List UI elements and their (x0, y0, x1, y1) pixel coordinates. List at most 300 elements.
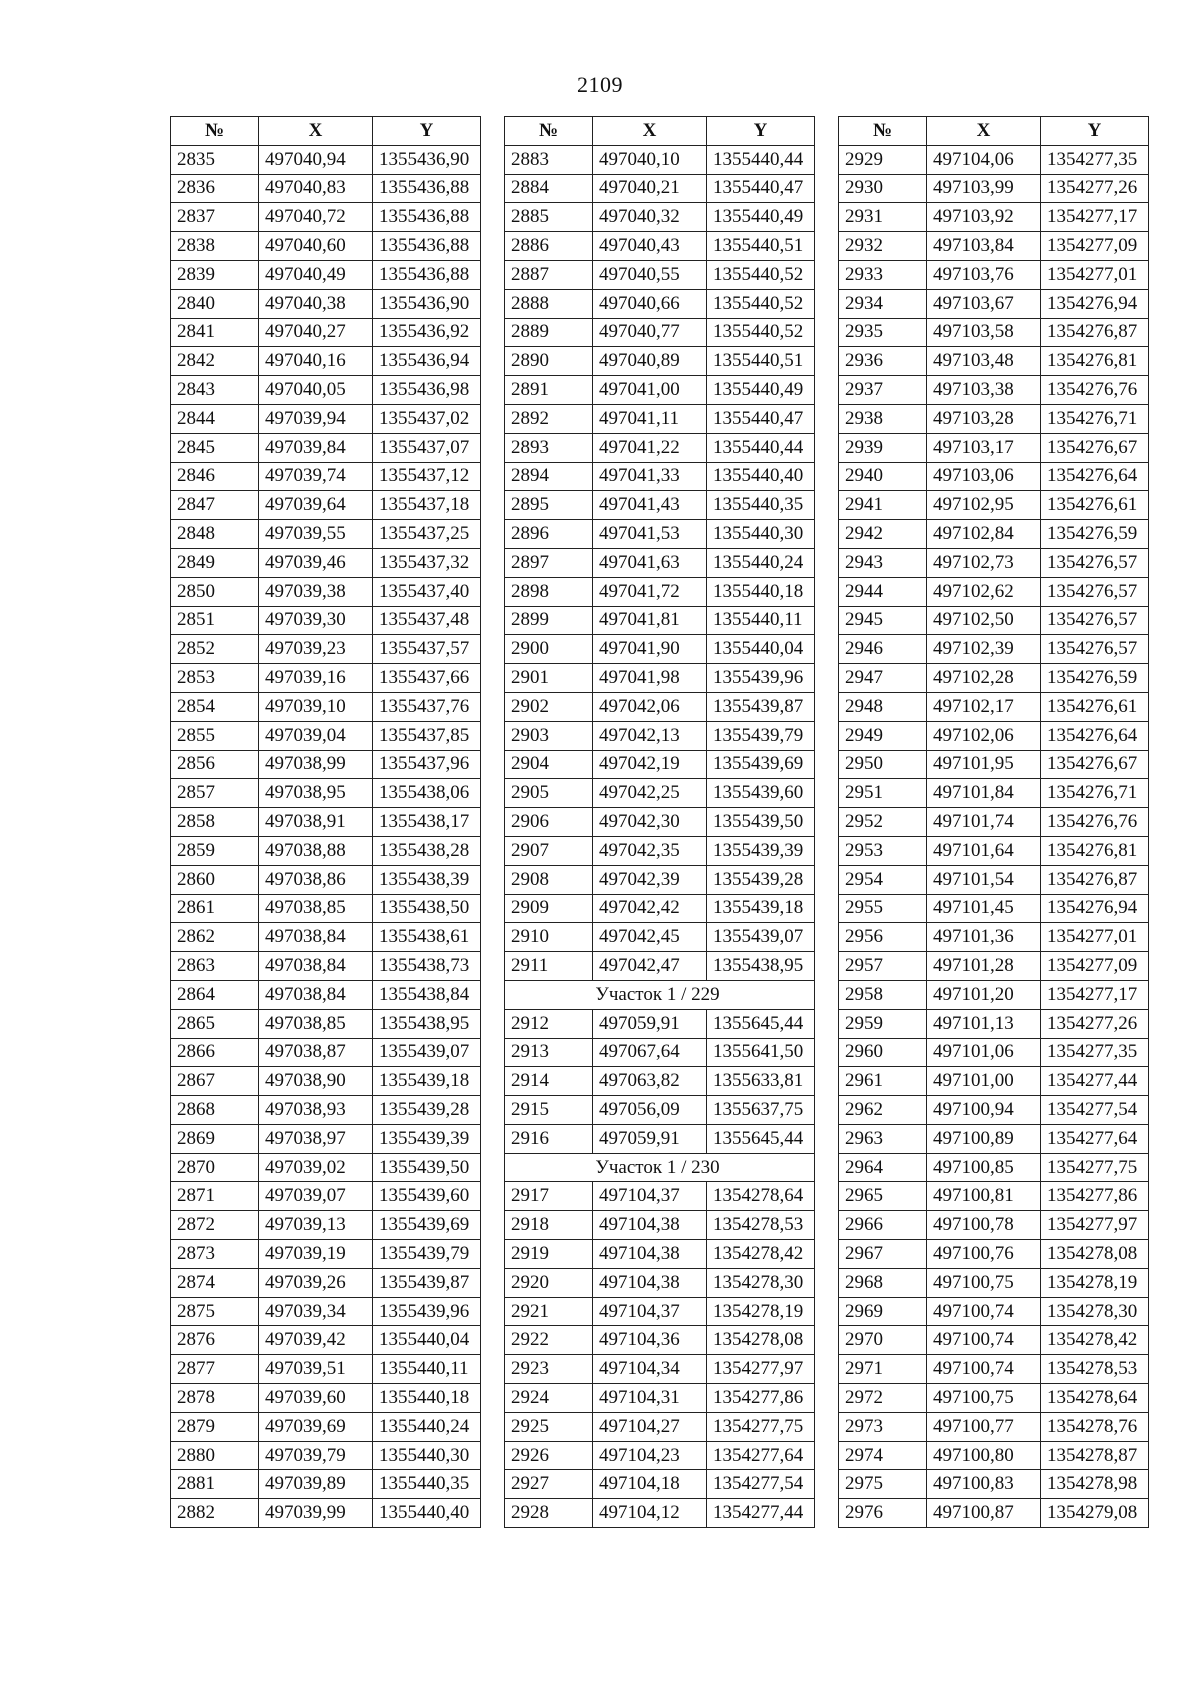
table-row (839, 462, 1149, 491)
cell-number: 2851 (171, 606, 259, 635)
table-row (171, 1412, 481, 1441)
cell-y: 1354277,44 (1041, 1067, 1149, 1096)
cell-x: 497039,38 (259, 577, 373, 606)
table-row (839, 1211, 1149, 1240)
cell-y: 1355437,76 (373, 692, 481, 721)
table-row (505, 1182, 815, 1211)
cell-number: 2969 (839, 1297, 927, 1326)
cell-x: 497103,06 (927, 462, 1041, 491)
cell-y: 1354276,57 (1041, 577, 1149, 606)
cell-number: 2964 (839, 1153, 927, 1182)
cell-y: 1355437,18 (373, 491, 481, 520)
cell-number: 2880 (171, 1441, 259, 1470)
cell-y: 1354277,09 (1041, 952, 1149, 981)
cell-y: 1354276,81 (1041, 836, 1149, 865)
cell-number: 2955 (839, 894, 927, 923)
cell-y: 1354277,86 (1041, 1182, 1149, 1211)
cell-x: 497040,55 (593, 260, 707, 289)
cell-x: 497042,42 (593, 894, 707, 923)
coordinates-table-2 (504, 116, 815, 1528)
cell-x: 497103,17 (927, 433, 1041, 462)
cell-y: 1354277,64 (1041, 1124, 1149, 1153)
table-row (839, 1326, 1149, 1355)
cell-y: 1355438,50 (373, 894, 481, 923)
cell-x: 497042,47 (593, 952, 707, 981)
table-row (839, 1182, 1149, 1211)
cell-y: 1355437,40 (373, 577, 481, 606)
table-row (839, 318, 1149, 347)
table-row (839, 692, 1149, 721)
cell-y: 1354278,42 (1041, 1326, 1149, 1355)
cell-x: 497100,74 (927, 1326, 1041, 1355)
cell-number: 2926 (505, 1441, 593, 1470)
table-row (839, 1153, 1149, 1182)
table-row (839, 1412, 1149, 1441)
cell-number: 2953 (839, 836, 927, 865)
cell-x: 497102,73 (927, 548, 1041, 577)
cell-x: 497100,75 (927, 1384, 1041, 1413)
table-row (839, 865, 1149, 894)
cell-x: 497038,99 (259, 750, 373, 779)
cell-number: 2841 (171, 318, 259, 347)
cell-number: 2864 (171, 980, 259, 1009)
cell-y: 1354277,64 (707, 1441, 815, 1470)
cell-number: 2843 (171, 376, 259, 405)
table-row (839, 952, 1149, 981)
cell-x: 497038,90 (259, 1067, 373, 1096)
cell-y: 1354278,53 (707, 1211, 815, 1240)
cell-number: 2924 (505, 1384, 593, 1413)
cell-x: 497039,74 (259, 462, 373, 491)
cell-y: 1354278,42 (707, 1240, 815, 1269)
cell-x: 497059,91 (593, 1124, 707, 1153)
cell-y: 1355440,04 (373, 1326, 481, 1355)
cell-number: 2859 (171, 836, 259, 865)
table-row (171, 491, 481, 520)
cell-x: 497039,26 (259, 1268, 373, 1297)
cell-x: 497040,49 (259, 260, 373, 289)
cell-x: 497041,33 (593, 462, 707, 491)
cell-y: 1355440,11 (373, 1355, 481, 1384)
cell-y: 1354276,61 (1041, 692, 1149, 721)
cell-x: 497101,36 (927, 923, 1041, 952)
cell-y: 1355439,79 (373, 1240, 481, 1269)
cell-number: 2938 (839, 404, 927, 433)
cell-y: 1354276,87 (1041, 865, 1149, 894)
cell-x: 497042,45 (593, 923, 707, 952)
cell-number: 2878 (171, 1384, 259, 1413)
cell-x: 497039,60 (259, 1384, 373, 1413)
cell-number: 2891 (505, 376, 593, 405)
cell-x: 497039,02 (259, 1153, 373, 1182)
cell-x: 497038,91 (259, 808, 373, 837)
cell-y: 1354278,08 (1041, 1240, 1149, 1269)
table-row (839, 347, 1149, 376)
table-row (505, 433, 815, 462)
table-row (171, 1153, 481, 1182)
cell-y: 1355438,39 (373, 865, 481, 894)
cell-number: 2952 (839, 808, 927, 837)
cell-number: 2904 (505, 750, 593, 779)
cell-x: 497039,23 (259, 635, 373, 664)
cell-y: 1355439,18 (373, 1067, 481, 1096)
cell-number: 2893 (505, 433, 593, 462)
cell-y: 1354276,81 (1041, 347, 1149, 376)
cell-number: 2844 (171, 404, 259, 433)
cell-x: 497056,09 (593, 1096, 707, 1125)
cell-number: 2862 (171, 923, 259, 952)
table-row (171, 1499, 481, 1528)
table-row (505, 376, 815, 405)
cell-x: 497104,23 (593, 1441, 707, 1470)
cell-number: 2852 (171, 635, 259, 664)
table-row (839, 635, 1149, 664)
table-header-row (171, 117, 481, 146)
cell-x: 497040,05 (259, 376, 373, 405)
cell-y: 1354279,08 (1041, 1499, 1149, 1528)
cell-x: 497040,27 (259, 318, 373, 347)
cell-x: 497104,12 (593, 1499, 707, 1528)
cell-x: 497100,80 (927, 1441, 1041, 1470)
cell-number: 2837 (171, 203, 259, 232)
table-row (839, 1355, 1149, 1384)
cell-x: 497039,42 (259, 1326, 373, 1355)
cell-x: 497041,53 (593, 520, 707, 549)
table-row (839, 1009, 1149, 1038)
cell-number: 2942 (839, 520, 927, 549)
cell-y: 1355437,85 (373, 721, 481, 750)
cell-x: 497102,39 (927, 635, 1041, 664)
cell-x: 497100,74 (927, 1297, 1041, 1326)
cell-y: 1355437,25 (373, 520, 481, 549)
cell-y: 1355439,28 (707, 865, 815, 894)
table-row (505, 635, 815, 664)
cell-number: 2974 (839, 1441, 927, 1470)
cell-y: 1354277,86 (707, 1384, 815, 1413)
cell-y: 1355436,90 (373, 145, 481, 174)
cell-number: 2845 (171, 433, 259, 462)
cell-number: 2860 (171, 865, 259, 894)
cell-x: 497100,85 (927, 1153, 1041, 1182)
cell-x: 497104,38 (593, 1240, 707, 1269)
table-row (505, 1441, 815, 1470)
cell-number: 2919 (505, 1240, 593, 1269)
section-label: Участок 1 / 230 (505, 1153, 815, 1182)
cell-y: 1355440,30 (707, 520, 815, 549)
table-row (505, 1096, 815, 1125)
cell-x: 497040,77 (593, 318, 707, 347)
table-row (171, 980, 481, 1009)
cell-number: 2871 (171, 1182, 259, 1211)
table-row (171, 145, 481, 174)
cell-y: 1354276,87 (1041, 318, 1149, 347)
cell-x: 497101,20 (927, 980, 1041, 1009)
cell-y: 1355436,94 (373, 347, 481, 376)
cell-x: 497039,51 (259, 1355, 373, 1384)
cell-x: 497100,78 (927, 1211, 1041, 1240)
table-row (505, 1009, 815, 1038)
cell-y: 1354277,09 (1041, 232, 1149, 261)
cell-number: 2937 (839, 376, 927, 405)
cell-x: 497101,28 (927, 952, 1041, 981)
table-row (839, 491, 1149, 520)
table-row (171, 952, 481, 981)
cell-number: 2936 (839, 347, 927, 376)
cell-x: 497039,16 (259, 664, 373, 693)
table-row (505, 808, 815, 837)
table-row (171, 1038, 481, 1067)
table-row (839, 404, 1149, 433)
cell-number: 2866 (171, 1038, 259, 1067)
table-row (505, 462, 815, 491)
cell-x: 497063,82 (593, 1067, 707, 1096)
cell-x: 497040,43 (593, 232, 707, 261)
cell-x: 497103,58 (927, 318, 1041, 347)
cell-number: 2946 (839, 635, 927, 664)
cell-x: 497042,39 (593, 865, 707, 894)
cell-y: 1355439,28 (373, 1096, 481, 1125)
table-row (505, 203, 815, 232)
cell-x: 497103,38 (927, 376, 1041, 405)
table-row (505, 1326, 815, 1355)
cell-number: 2921 (505, 1297, 593, 1326)
cell-y: 1354278,98 (1041, 1470, 1149, 1499)
table-row (505, 404, 815, 433)
table-row (171, 174, 481, 203)
table-row (839, 664, 1149, 693)
cell-number: 2962 (839, 1096, 927, 1125)
cell-y: 1354276,59 (1041, 520, 1149, 549)
coordinates-table-3 (838, 116, 1149, 1528)
cell-number: 2896 (505, 520, 593, 549)
cell-number: 2950 (839, 750, 927, 779)
table-row (839, 376, 1149, 405)
table-row (171, 1096, 481, 1125)
cell-y: 1355439,79 (707, 721, 815, 750)
table-row (839, 260, 1149, 289)
table-row (171, 1182, 481, 1211)
cell-x: 497104,37 (593, 1182, 707, 1211)
cell-y: 1355440,18 (373, 1384, 481, 1413)
cell-x: 497104,18 (593, 1470, 707, 1499)
table-row (171, 1384, 481, 1413)
cell-y: 1354277,54 (707, 1470, 815, 1499)
cell-x: 497039,07 (259, 1182, 373, 1211)
cell-x: 497104,37 (593, 1297, 707, 1326)
table-row (171, 808, 481, 837)
cell-number: 2854 (171, 692, 259, 721)
cell-x: 497101,74 (927, 808, 1041, 837)
cell-y: 1355440,35 (707, 491, 815, 520)
cell-y: 1354277,17 (1041, 980, 1149, 1009)
cell-x: 497042,19 (593, 750, 707, 779)
cell-number: 2948 (839, 692, 927, 721)
cell-number: 2879 (171, 1412, 259, 1441)
table-row (505, 1384, 815, 1413)
header-number: № (171, 117, 259, 146)
cell-y: 1354277,35 (1041, 1038, 1149, 1067)
table-row (505, 260, 815, 289)
cell-number: 2968 (839, 1268, 927, 1297)
table-row (839, 289, 1149, 318)
cell-x: 497101,84 (927, 779, 1041, 808)
cell-number: 2920 (505, 1268, 593, 1297)
table-row (171, 203, 481, 232)
cell-x: 497040,16 (259, 347, 373, 376)
cell-x: 497039,84 (259, 433, 373, 462)
cell-x: 497041,63 (593, 548, 707, 577)
cell-y: 1354276,59 (1041, 664, 1149, 693)
cell-y: 1355440,44 (707, 145, 815, 174)
cell-y: 1355437,07 (373, 433, 481, 462)
cell-x: 497101,95 (927, 750, 1041, 779)
table-row (171, 779, 481, 808)
cell-number: 2935 (839, 318, 927, 347)
table-row (839, 808, 1149, 837)
cell-number: 2856 (171, 750, 259, 779)
cell-y: 1355437,66 (373, 664, 481, 693)
cell-number: 2910 (505, 923, 593, 952)
cell-x: 497039,10 (259, 692, 373, 721)
cell-number: 2945 (839, 606, 927, 635)
cell-x: 497103,48 (927, 347, 1041, 376)
cell-number: 2940 (839, 462, 927, 491)
table-row (505, 1499, 815, 1528)
table-row (505, 894, 815, 923)
table-row (171, 548, 481, 577)
cell-number: 2941 (839, 491, 927, 520)
cell-x: 497100,87 (927, 1499, 1041, 1528)
cell-number: 2932 (839, 232, 927, 261)
cell-y: 1355440,49 (707, 376, 815, 405)
table-row (171, 260, 481, 289)
table-row (839, 1297, 1149, 1326)
cell-y: 1355440,44 (707, 433, 815, 462)
cell-x: 497102,50 (927, 606, 1041, 635)
cell-y: 1355440,24 (373, 1412, 481, 1441)
table-row (839, 1067, 1149, 1096)
cell-x: 497039,34 (259, 1297, 373, 1326)
table-row (505, 145, 815, 174)
table-row (171, 462, 481, 491)
table-row (839, 1240, 1149, 1269)
cell-x: 497040,83 (259, 174, 373, 203)
cell-y: 1354278,76 (1041, 1412, 1149, 1441)
table-row (171, 1297, 481, 1326)
cell-x: 497100,81 (927, 1182, 1041, 1211)
cell-y: 1354276,67 (1041, 433, 1149, 462)
table-row (171, 923, 481, 952)
cell-number: 2847 (171, 491, 259, 520)
cell-number: 2867 (171, 1067, 259, 1096)
cell-number: 2931 (839, 203, 927, 232)
table-row (505, 1355, 815, 1384)
cell-number: 2944 (839, 577, 927, 606)
table-row (505, 1470, 815, 1499)
table-header-row (839, 117, 1149, 146)
cell-x: 497042,30 (593, 808, 707, 837)
cell-number: 2960 (839, 1038, 927, 1067)
table-row (839, 894, 1149, 923)
table-row (839, 174, 1149, 203)
table-header-row (505, 117, 815, 146)
cell-y: 1354277,75 (707, 1412, 815, 1441)
table-row (505, 1124, 815, 1153)
cell-y: 1355645,44 (707, 1124, 815, 1153)
cell-x: 497040,38 (259, 289, 373, 318)
cell-x: 497042,13 (593, 721, 707, 750)
cell-x: 497067,64 (593, 1038, 707, 1067)
cell-number: 2958 (839, 980, 927, 1009)
cell-x: 497102,84 (927, 520, 1041, 549)
cell-number: 2966 (839, 1211, 927, 1240)
cell-number: 2970 (839, 1326, 927, 1355)
cell-y: 1354277,01 (1041, 923, 1149, 952)
cell-y: 1355440,04 (707, 635, 815, 664)
cell-y: 1354277,75 (1041, 1153, 1149, 1182)
cell-x: 497038,84 (259, 980, 373, 1009)
cell-x: 497103,99 (927, 174, 1041, 203)
table-row (505, 318, 815, 347)
cell-number: 2884 (505, 174, 593, 203)
cell-number: 2923 (505, 1355, 593, 1384)
cell-number: 2963 (839, 1124, 927, 1153)
cell-y: 1355440,52 (707, 289, 815, 318)
cell-number: 2954 (839, 865, 927, 894)
cell-x: 497039,55 (259, 520, 373, 549)
cell-number: 2839 (171, 260, 259, 289)
cell-x: 497102,95 (927, 491, 1041, 520)
cell-y: 1354278,87 (1041, 1441, 1149, 1470)
table-row (171, 232, 481, 261)
table-row (505, 721, 815, 750)
cell-x: 497102,17 (927, 692, 1041, 721)
cell-x: 497039,69 (259, 1412, 373, 1441)
cell-x: 497040,89 (593, 347, 707, 376)
cell-number: 2901 (505, 664, 593, 693)
cell-number: 2872 (171, 1211, 259, 1240)
table-row (171, 635, 481, 664)
table-row (505, 1038, 815, 1067)
cell-y: 1354277,97 (1041, 1211, 1149, 1240)
cell-x: 497041,22 (593, 433, 707, 462)
cell-y: 1355440,18 (707, 577, 815, 606)
table-row (505, 232, 815, 261)
table-row (839, 836, 1149, 865)
cell-y: 1354278,19 (1041, 1268, 1149, 1297)
cell-y: 1354277,35 (1041, 145, 1149, 174)
cell-y: 1355440,51 (707, 232, 815, 261)
cell-x: 497101,06 (927, 1038, 1041, 1067)
cell-x: 497039,79 (259, 1441, 373, 1470)
page-number: 2109 (577, 72, 623, 97)
cell-x: 497103,28 (927, 404, 1041, 433)
cell-y: 1355436,88 (373, 203, 481, 232)
table-row (171, 894, 481, 923)
cell-y: 1355440,49 (707, 203, 815, 232)
cell-x: 497038,97 (259, 1124, 373, 1153)
cell-number: 2890 (505, 347, 593, 376)
cell-number: 2908 (505, 865, 593, 894)
cell-x: 497041,72 (593, 577, 707, 606)
cell-x: 497038,88 (259, 836, 373, 865)
cell-number: 2903 (505, 721, 593, 750)
cell-x: 497038,86 (259, 865, 373, 894)
cell-y: 1354276,76 (1041, 376, 1149, 405)
cell-y: 1354277,17 (1041, 203, 1149, 232)
table-row (171, 1211, 481, 1240)
cell-x: 497040,72 (259, 203, 373, 232)
